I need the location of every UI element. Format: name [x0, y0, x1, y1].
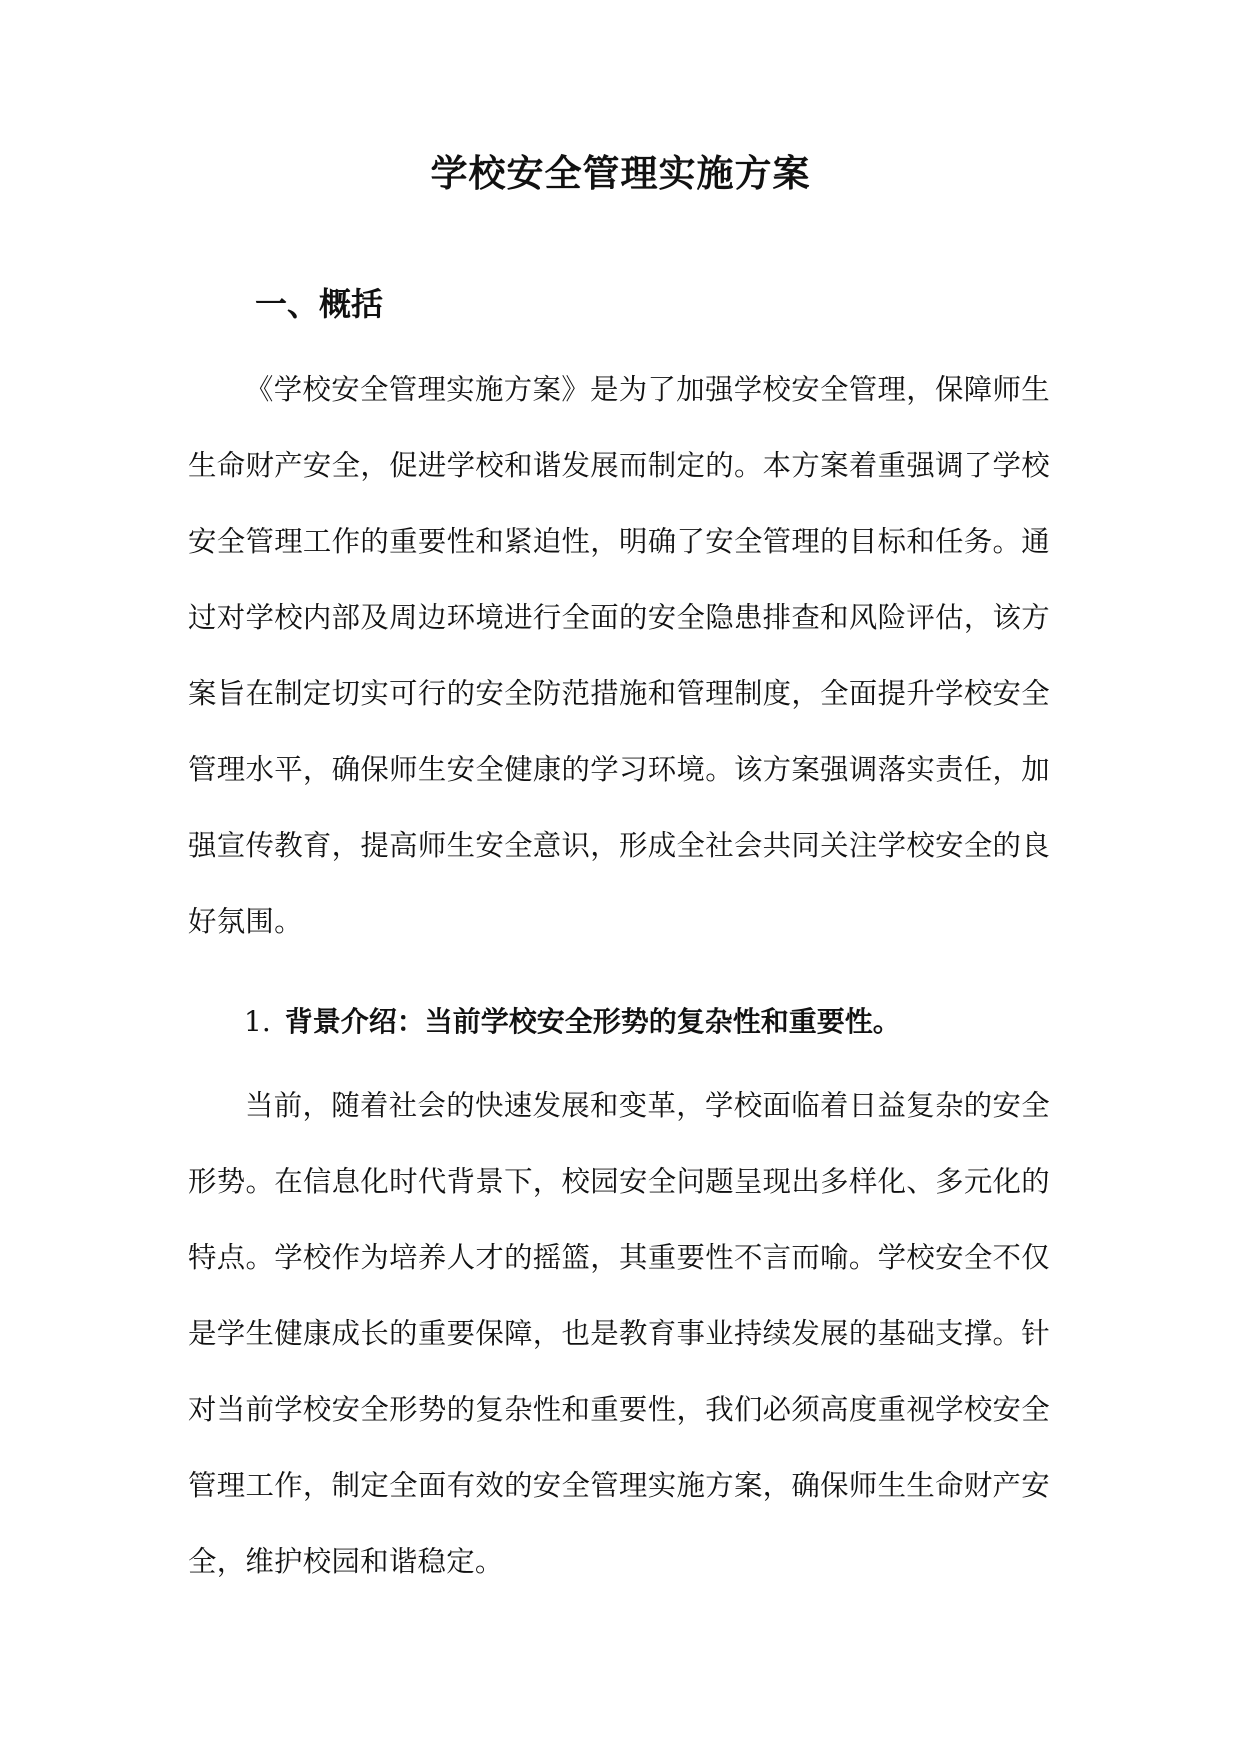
overview-paragraph: 《学校安全管理实施方案》是为了加强学校安全管理，保障师生生命财产安全，促进学校和谐发展而制定的。本方案着重强调了学校安全管理工作的重要性和紧迫性，明确了安全管理的目标和任务。通过对学校内部及周边环境进行全面的安全隐患排查和风险评估，该方案旨在制定切实可行的安全防范措施和管理制度，全面提升学校安全管理水平，确保师生安全健康的学习环境。该方案强调落实责任，加强宣传教育，提高师生安全意识，形成全社会共同关注学校安全的良好氛围。	[188, 373, 1050, 938]
subsection-heading-text: 背景介绍：当前学校安全形势的复杂性和重要性。	[284, 1005, 901, 1038]
document-title: 学校安全管理实施方案	[430, 151, 811, 195]
subsection-number: 1.	[244, 1005, 271, 1038]
background-paragraph: 当前，随着社会的快速发展和变革，学校面临着日益复杂的安全形势。在信息化时代背景下，校园安全问题呈现出多样化、多元化的特点。学校作为培养人才的摇篮，其重要性不言而喻。学校安全不仅是学生健康成长的重要保障，也是教育事业持续发展的基础支撑。针对当前学校安全形势的复杂性和重要性，我们必须高度重视学校安全管理工作，制定全面有效的安全管理实施方案，确保师生生命财产安全，维护校园和谐稳定。	[188, 1089, 1050, 1578]
section-heading-overview: 一、概括	[255, 285, 384, 323]
subsection-heading-background	[244, 1000, 901, 1044]
